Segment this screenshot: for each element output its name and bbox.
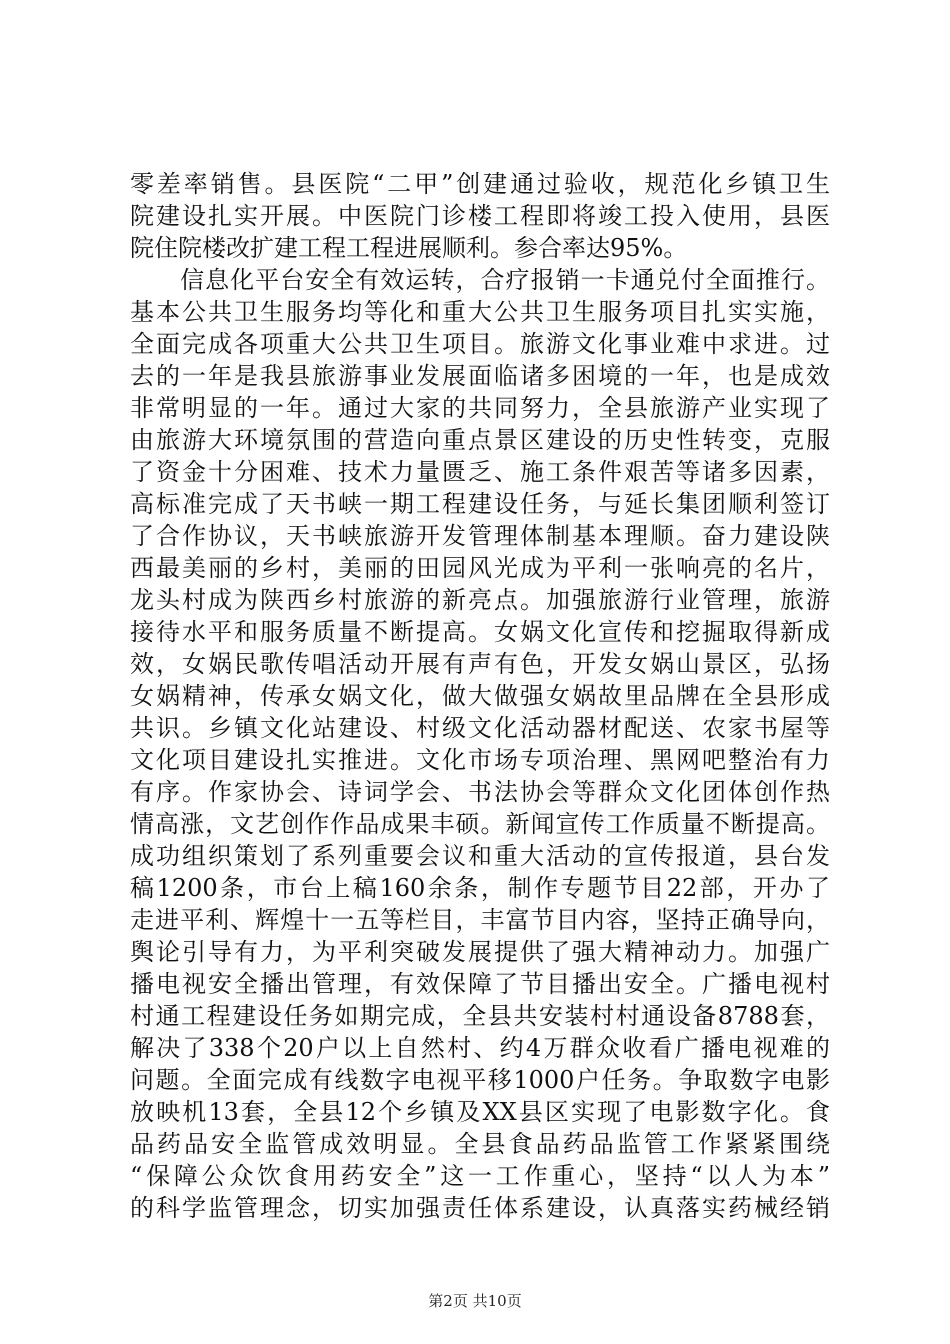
text-line: 了合作协议，天书峡旅游开发管理体制基本理顺。奋力建设陕 (130, 522, 830, 550)
text-line: 放映机13套，全县12个乡镇及XX县区实现了电影数字化。食 (130, 1098, 830, 1126)
text-line: 西最美丽的乡村，美丽的田园风光成为平利一张响亮的名片， (130, 554, 830, 582)
text-line: 信息化平台安全有效运转，合疗报销一卡通兑付全面推行。 (130, 266, 830, 294)
text-line: 基本公共卫生服务均等化和重大公共卫生服务项目扎实实施， (130, 298, 830, 326)
text-line: 由旅游大环境氛围的营造向重点景区建设的历史性转变，克服 (130, 426, 830, 454)
text-line: 院住院楼改扩建工程工程进展顺利。参合率达95%。 (130, 234, 688, 262)
text-line: 了资金十分困难、技术力量匮乏、施工条件艰苦等诸多因素， (130, 458, 830, 486)
text-line: 去的一年是我县旅游事业发展面临诸多困境的一年，也是成效 (130, 362, 830, 390)
text-line: 接待水平和服务质量不断提高。女娲文化宣传和挖掘取得新成 (130, 618, 830, 646)
text-line: 走进平利、辉煌十一五等栏目，丰富节目内容，坚持正确导向， (130, 906, 830, 934)
text-line: 文化项目建设扎实推进。文化市场专项治理、黑网吧整治有力 (130, 746, 830, 774)
body-text (130, 168, 830, 1224)
text-line: 效，女娲民歌传唱活动开展有声有色，开发女娲山景区，弘扬 (130, 650, 830, 678)
text-line: 解决了338个20户以上自然村、约4万群众收看广播电视难的 (130, 1034, 830, 1062)
text-line: 稿1200条，市台上稿160余条，制作专题节目22部，开办了 (130, 874, 830, 902)
text-line: 有序。作家协会、诗词学会、书法协会等群众文化团体创作热 (130, 778, 830, 806)
text-line: 龙头村成为陕西乡村旅游的新亮点。加强旅游行业管理，旅游 (130, 586, 830, 614)
text-line: 共识。乡镇文化站建设、村级文化活动器材配送、农家书屋等 (130, 714, 830, 742)
text-line: 院建设扎实开展。中医院门诊楼工程即将竣工投入使用，县医 (130, 202, 830, 230)
text-line: 问题。全面完成有线数字电视平移1000户任务。争取数字电影 (130, 1066, 830, 1094)
text-line: 舆论引导有力，为平利突破发展提供了强大精神动力。加强广 (130, 938, 830, 966)
page-footer: 第2页 共10页 (428, 1292, 522, 1310)
text-line: 的科学监管理念，切实加强责任体系建设，认真落实药械经销 (130, 1194, 830, 1222)
text-line: 高标准完成了天书峡一期工程建设任务，与延长集团顺利签订 (130, 490, 830, 518)
text-line: 全面完成各项重大公共卫生项目。旅游文化事业难中求进。过 (130, 330, 830, 358)
text-line: 零差率销售。县医院“二甲”创建通过验收，规范化乡镇卫生 (130, 170, 830, 198)
text-line: 女娲精神，传承女娲文化，做大做强女娲故里品牌在全县形成 (130, 682, 830, 710)
text-line: “保障公众饮食用药安全”这一工作重心，坚持“以人为本” (130, 1162, 830, 1190)
text-line: 村通工程建设任务如期完成，全县共安装村村通设备8788套， (130, 1002, 830, 1030)
text-line: 成功组织策划了系列重要会议和重大活动的宣传报道，县台发 (130, 842, 830, 870)
text-line: 播电视安全播出管理，有效保障了节目播出安全。广播电视村 (130, 970, 830, 998)
text-line: 品药品安全监管成效明显。全县食品药品监管工作紧紧围绕 (130, 1130, 830, 1158)
text-line: 非常明显的一年。通过大家的共同努力，全县旅游产业实现了 (130, 394, 830, 422)
text-line: 情高涨，文艺创作作品成果丰硕。新闻宣传工作质量不断提高。 (130, 810, 830, 838)
